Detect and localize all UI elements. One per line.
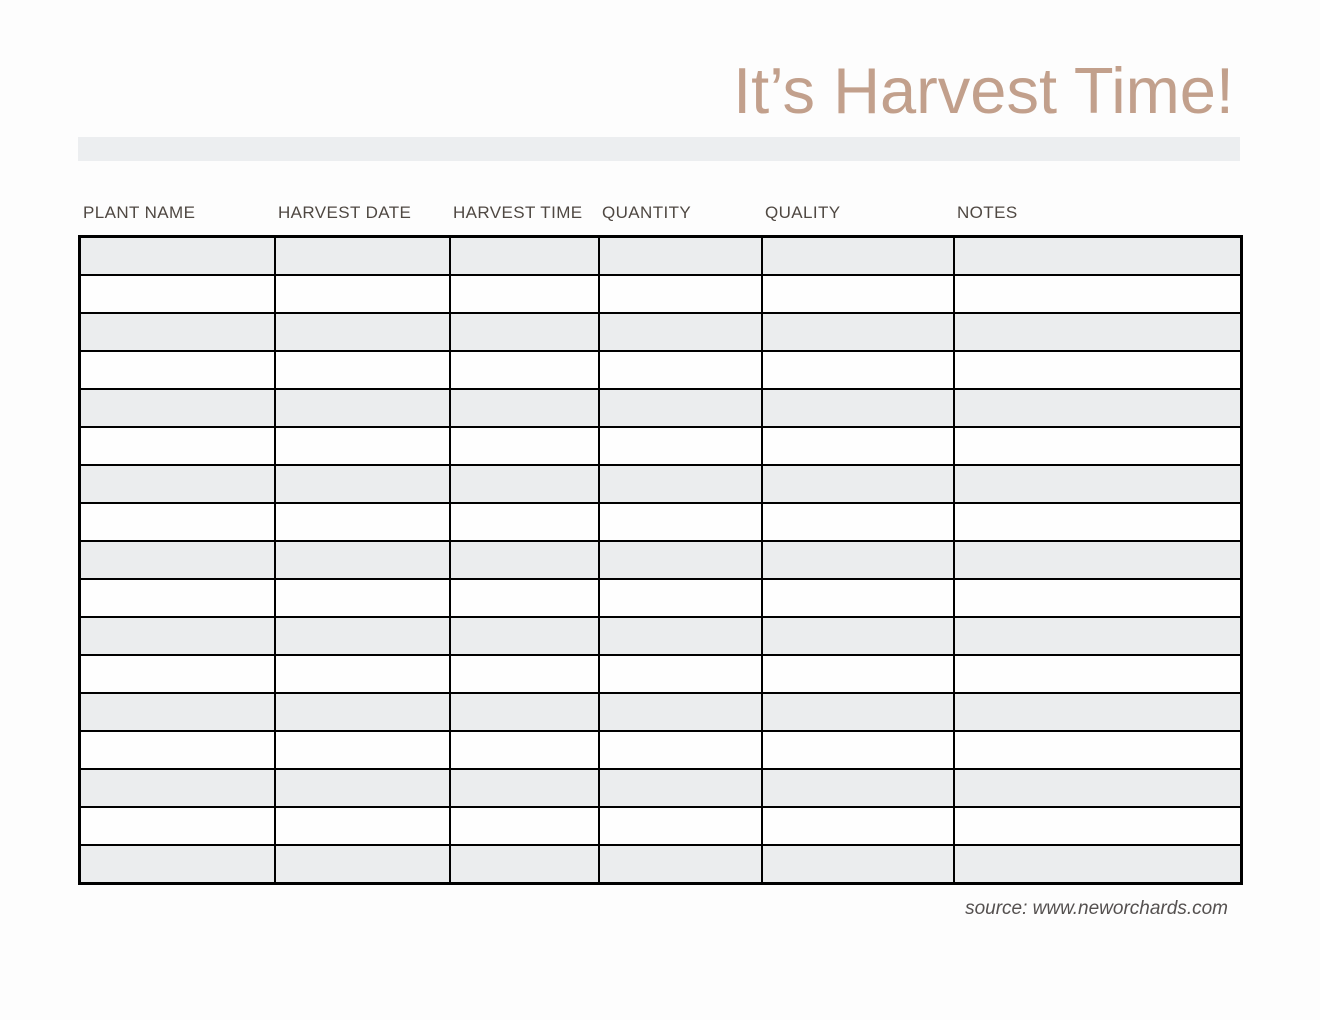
table-row xyxy=(80,237,1242,276)
table-cell xyxy=(275,807,450,845)
table-cell xyxy=(80,579,275,617)
table-cell xyxy=(762,731,954,769)
table-cell xyxy=(275,351,450,389)
table-cell xyxy=(450,237,599,276)
table-row xyxy=(80,389,1242,427)
table-row xyxy=(80,465,1242,503)
table-cell xyxy=(80,465,275,503)
table-cell xyxy=(80,389,275,427)
table-cell xyxy=(599,541,762,579)
table-cell xyxy=(954,845,1242,884)
table-cell xyxy=(954,807,1242,845)
table-cell xyxy=(450,541,599,579)
table-cell xyxy=(80,275,275,313)
table-cell xyxy=(954,655,1242,693)
column-header-plant-name: PLANT NAME xyxy=(83,203,196,222)
table-cell xyxy=(450,769,599,807)
table-cell xyxy=(275,731,450,769)
table-cell xyxy=(80,655,275,693)
table-row xyxy=(80,731,1242,769)
table-cell xyxy=(80,237,275,276)
table-cell xyxy=(762,351,954,389)
table-cell xyxy=(450,351,599,389)
table-cell xyxy=(450,275,599,313)
table-cell xyxy=(954,541,1242,579)
table-row xyxy=(80,427,1242,465)
table-row xyxy=(80,503,1242,541)
table-cell xyxy=(275,389,450,427)
table-cell xyxy=(275,465,450,503)
table-cell xyxy=(450,503,599,541)
table-cell xyxy=(762,237,954,276)
table-cell xyxy=(762,389,954,427)
table-cell xyxy=(762,617,954,655)
table-cell xyxy=(954,313,1242,351)
table-row xyxy=(80,351,1242,389)
table-cell xyxy=(954,579,1242,617)
table-cell xyxy=(450,807,599,845)
table-cell xyxy=(275,693,450,731)
column-header-harvest-date: HARVEST DATE xyxy=(278,203,412,222)
table-cell xyxy=(450,389,599,427)
table-cell xyxy=(599,389,762,427)
table-cell xyxy=(275,845,450,884)
table-cell xyxy=(599,693,762,731)
table-cell xyxy=(450,845,599,884)
table-cell xyxy=(762,693,954,731)
table-row xyxy=(80,275,1242,313)
table-cell xyxy=(954,275,1242,313)
source-credit: source: www.neworchards.com xyxy=(965,898,1228,919)
table-cell xyxy=(275,579,450,617)
table-cell xyxy=(80,617,275,655)
table-cell xyxy=(450,313,599,351)
table-cell xyxy=(954,237,1242,276)
harvest-table-body xyxy=(80,237,1242,884)
table-cell xyxy=(762,579,954,617)
table-cell xyxy=(762,275,954,313)
table-row xyxy=(80,579,1242,617)
table-row xyxy=(80,845,1242,884)
table-cell xyxy=(954,617,1242,655)
table-cell xyxy=(275,655,450,693)
table-cell xyxy=(599,845,762,884)
table-cell xyxy=(599,427,762,465)
table-cell xyxy=(80,845,275,884)
table-cell xyxy=(762,313,954,351)
table-cell xyxy=(80,731,275,769)
table-cell xyxy=(599,655,762,693)
column-header-notes: NOTES xyxy=(957,203,1018,222)
table-cell xyxy=(599,769,762,807)
table-cell xyxy=(954,731,1242,769)
table-cell xyxy=(450,465,599,503)
table-cell xyxy=(599,465,762,503)
table-row xyxy=(80,769,1242,807)
table-row xyxy=(80,313,1242,351)
table-cell xyxy=(762,503,954,541)
table-cell xyxy=(275,769,450,807)
table-cell xyxy=(599,579,762,617)
table-cell xyxy=(275,237,450,276)
table-cell xyxy=(954,351,1242,389)
column-header-quantity: QUANTITY xyxy=(602,203,692,222)
table-cell xyxy=(599,807,762,845)
table-cell xyxy=(80,769,275,807)
table-cell xyxy=(80,541,275,579)
page-title: It’s Harvest Time! xyxy=(733,54,1234,127)
table-cell xyxy=(450,693,599,731)
table-cell xyxy=(275,275,450,313)
table-cell xyxy=(599,275,762,313)
document-page xyxy=(78,0,1240,920)
column-header-harvest-time: HARVEST TIME xyxy=(453,203,583,222)
column-header-quality: QUALITY xyxy=(765,203,841,222)
table-cell xyxy=(80,503,275,541)
table-row xyxy=(80,655,1242,693)
table-cell xyxy=(80,693,275,731)
table-cell xyxy=(762,845,954,884)
harvest-log-table xyxy=(78,235,1243,885)
table-cell xyxy=(450,731,599,769)
table-cell xyxy=(450,579,599,617)
table-cell xyxy=(275,313,450,351)
table-cell xyxy=(954,769,1242,807)
table-cell xyxy=(762,541,954,579)
table-cell xyxy=(954,503,1242,541)
table-cell xyxy=(80,313,275,351)
table-cell xyxy=(80,351,275,389)
table-cell xyxy=(80,807,275,845)
table-cell xyxy=(599,617,762,655)
table-cell xyxy=(80,427,275,465)
table-cell xyxy=(275,541,450,579)
table-cell xyxy=(954,389,1242,427)
divider-band xyxy=(78,137,1240,161)
table-cell xyxy=(450,655,599,693)
table-cell xyxy=(599,237,762,276)
column-headers xyxy=(78,203,1240,223)
table-row xyxy=(80,541,1242,579)
table-cell xyxy=(599,351,762,389)
table-cell xyxy=(275,427,450,465)
table-cell xyxy=(762,655,954,693)
table-cell xyxy=(275,503,450,541)
table-cell xyxy=(954,465,1242,503)
table-cell xyxy=(954,693,1242,731)
table-row xyxy=(80,693,1242,731)
table-cell xyxy=(762,427,954,465)
table-cell xyxy=(762,769,954,807)
table-row xyxy=(80,617,1242,655)
table-cell xyxy=(450,617,599,655)
table-cell xyxy=(599,731,762,769)
table-cell xyxy=(275,617,450,655)
table-cell xyxy=(762,465,954,503)
table-cell xyxy=(762,807,954,845)
table-cell xyxy=(450,427,599,465)
table-row xyxy=(80,807,1242,845)
table-cell xyxy=(599,313,762,351)
table-cell xyxy=(954,427,1242,465)
table-cell xyxy=(599,503,762,541)
